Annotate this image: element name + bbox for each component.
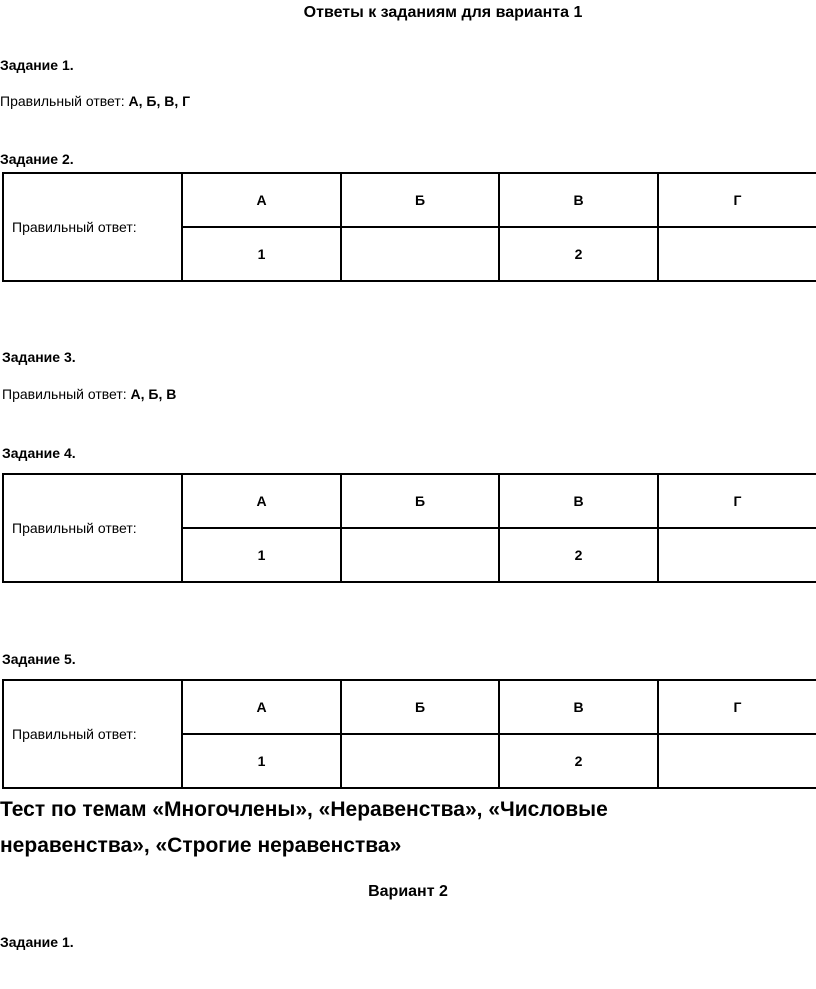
- table-cell-a: 1: [182, 227, 341, 281]
- table-cell-v: 2: [499, 528, 658, 582]
- table-cell-v: 2: [499, 227, 658, 281]
- table-cell-g: [658, 734, 816, 788]
- answer-value: А, Б, В: [130, 386, 177, 402]
- task-4-answer-table: [2, 473, 816, 583]
- task-2-heading: Задание 2.: [0, 151, 74, 167]
- variant-2-task-1-heading: Задание 1.: [0, 934, 74, 950]
- table-header-b: Б: [341, 474, 499, 528]
- answer-table-label: Правильный ответ:: [3, 680, 182, 788]
- table-cell-a: 1: [182, 734, 341, 788]
- task-5-answer-table: [2, 679, 816, 789]
- test-title-line-2: неравенства», «Строгие неравенства»: [0, 834, 402, 857]
- task-4-heading: Задание 4.: [2, 445, 76, 461]
- table-header-a: А: [182, 173, 341, 227]
- table-cell-v: 2: [499, 734, 658, 788]
- task-3-heading: Задание 3.: [2, 349, 76, 365]
- table-header-v: В: [499, 474, 658, 528]
- table-cell-g: [658, 528, 816, 582]
- table-header-v: В: [499, 680, 658, 734]
- table-cell-b: [341, 734, 499, 788]
- task-3-answer-line: [2, 386, 176, 402]
- table-header-g: Г: [658, 474, 816, 528]
- table-header-b: Б: [341, 680, 499, 734]
- task-1-answer-line: [0, 93, 190, 109]
- table-header-g: Г: [658, 680, 816, 734]
- test-title-line-1: Тест по темам «Многочлены», «Неравенства», «Числовые: [0, 798, 608, 821]
- table-header-v: В: [499, 173, 658, 227]
- page-title: Ответы к заданиям для варианта 1: [303, 4, 583, 21]
- task-2-answer-table: [2, 172, 816, 282]
- answer-table-label: Правильный ответ:: [3, 173, 182, 281]
- answer-table-label: Правильный ответ:: [3, 474, 182, 582]
- task-1-heading: Задание 1.: [0, 57, 74, 73]
- table-header-a: А: [182, 474, 341, 528]
- answer-prefix: Правильный ответ:: [2, 386, 131, 402]
- answer-prefix: Правильный ответ:: [0, 93, 129, 109]
- table-header-a: А: [182, 680, 341, 734]
- table-header-g: Г: [658, 173, 816, 227]
- table-header-b: Б: [341, 173, 499, 227]
- answer-value: А, Б, В, Г: [128, 93, 191, 109]
- table-cell-a: 1: [182, 528, 341, 582]
- table-cell-b: [341, 528, 499, 582]
- table-cell-b: [341, 227, 499, 281]
- table-cell-g: [658, 227, 816, 281]
- variant-heading: Вариант 2: [368, 883, 448, 900]
- task-5-heading: Задание 5.: [2, 651, 76, 667]
